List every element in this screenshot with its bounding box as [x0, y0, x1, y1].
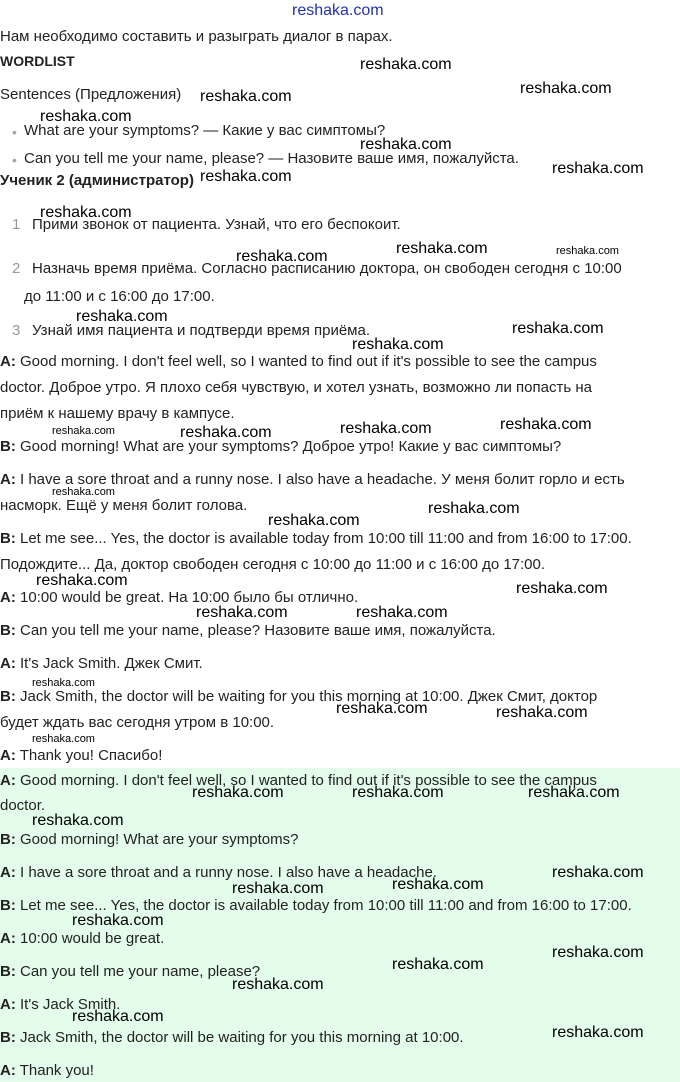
watermark: reshaka.com — [552, 160, 644, 177]
watermark: reshaka.com — [528, 784, 620, 801]
task-text: Узнай имя пациента и подтверди время приёма. — [32, 322, 370, 339]
watermark: reshaka.com — [396, 240, 488, 257]
watermark: reshaka.com — [356, 604, 448, 621]
watermark: reshaka.com — [76, 308, 168, 325]
dialog-line: doctor. Доброе утро. Я плохо себя чувствую, и хотел узнать, возможно ли попасть на — [0, 379, 592, 396]
dialog-line: doctor. — [0, 797, 46, 814]
watermark: reshaka.com — [52, 486, 115, 498]
dialog-line: Подождите... Да, доктор свободен сегодня с 10:00 до 11:00 и с 16:00 до 17:00. — [0, 556, 546, 573]
watermark: reshaka.com — [352, 336, 444, 353]
watermark: reshaka.com — [552, 944, 644, 961]
sentence-item: Can you tell me your name, please? — Назовите ваше имя, пожалуйста. — [24, 150, 519, 167]
watermark: reshaka.com — [72, 1008, 164, 1025]
task-number: 1 — [12, 216, 21, 233]
watermark: reshaka.com — [556, 245, 619, 257]
dialog-line: B: Can you tell me your name, please? — [0, 963, 261, 980]
dialog-line: A: 10:00 would be great. — [0, 930, 165, 947]
dialog-line: A: 10:00 would be great. На 10:00 было бы отлично. — [0, 589, 359, 606]
watermark: reshaka.com — [196, 604, 288, 621]
watermark: reshaka.com — [512, 320, 604, 337]
dialog-line: приём к нашему врачу в кампусе. — [0, 405, 235, 422]
task-number: 3 — [12, 322, 21, 339]
watermark: reshaka.com — [40, 204, 132, 221]
dialog-line: A: It's Jack Smith. — [0, 996, 121, 1013]
dialog-line: B: Let me see... Yes, the doctor is available today from 10:00 till 11:00 and from 16:00 to 17:00. — [0, 530, 632, 547]
task-text: до 11:00 и с 16:00 до 17:00. — [24, 288, 215, 305]
watermark: reshaka.com — [180, 424, 272, 441]
dialog-line: B: Good morning! What are your symptoms? — [0, 831, 299, 848]
watermark: reshaka.com — [200, 168, 292, 185]
watermark: reshaka.com — [392, 876, 484, 893]
watermark: reshaka.com — [516, 580, 608, 597]
dialog-line: A: Good morning. I don't feel well, so I wanted to find out if it's possible to see the campus — [0, 772, 597, 789]
watermark: reshaka.com — [192, 784, 284, 801]
watermark: reshaka.com — [32, 733, 95, 745]
watermark: reshaka.com — [52, 425, 115, 437]
watermark: reshaka.com — [268, 512, 360, 529]
watermark: reshaka.com — [392, 956, 484, 973]
watermark: reshaka.com — [200, 88, 292, 105]
student-heading: Ученик 2 (администратор) — [0, 172, 194, 189]
wordlist-heading: WORDLIST — [0, 53, 75, 69]
dialog-line: B: Can you tell me your name, please? Назовите ваше имя, пожалуйста. — [0, 622, 496, 639]
dialog-line: B: Jack Smith, the doctor will be waiting for you this morning at 10:00. — [0, 1029, 464, 1046]
dialog-line: A: I have a sore throat and a runny nose. I also have a headache. У меня болит горло и есть — [0, 471, 625, 488]
watermark: reshaka.com — [36, 572, 128, 589]
watermark: reshaka.com — [500, 416, 592, 433]
bullet-icon: • — [12, 152, 17, 168]
dialog-line: насморк. Ещё у меня болит голова. — [0, 497, 248, 514]
sentence-item: What are your symptoms? — Какие у вас симптомы? — [24, 122, 386, 139]
dialog-line: A: It's Jack Smith. Джек Смит. — [0, 655, 203, 672]
watermark: reshaka.com — [72, 912, 164, 929]
task-text: Назначь время приёма. Согласно расписанию доктора, он свободен сегодня с 10:00 — [32, 260, 622, 277]
watermark: reshaka.com — [40, 108, 132, 125]
watermark: reshaka.com — [552, 864, 644, 881]
dialog-line: B: Let me see... Yes, the doctor is available today from 10:00 till 11:00 and from 16:00 to 17:00. — [0, 897, 632, 914]
watermark: reshaka.com — [496, 704, 588, 721]
sentences-heading: Sentences (Предложения) — [0, 86, 182, 103]
watermark: reshaka.com — [428, 500, 520, 517]
watermark: reshaka.com — [340, 420, 432, 437]
watermark: reshaka.com — [32, 677, 95, 689]
watermark: reshaka.com — [32, 812, 124, 829]
watermark: reshaka.com — [292, 2, 384, 19]
dialog-line: B: Jack Smith, the doctor will be waiting for you this morning at 10:00. Джек Смит, доктор — [0, 688, 598, 705]
watermark: reshaka.com — [336, 700, 428, 717]
task-text: Прими звонок от пациента. Узнай, что его беспокоит. — [32, 216, 401, 233]
bullet-icon: • — [12, 124, 17, 140]
dialog-line: A: I have a sore throat and a runny nose. I also have a headache. — [0, 864, 437, 881]
dialog-line: A: Thank you! — [0, 1062, 94, 1079]
dialog-line: A: Good morning. I don't feel well, so I wanted to find out if it's possible to see the campus — [0, 353, 597, 370]
dialog-line: B: Good morning! What are your symptoms? Доброе утро! Какие у вас симптомы? — [0, 438, 562, 455]
watermark: reshaka.com — [360, 136, 452, 153]
watermark: reshaka.com — [352, 784, 444, 801]
watermark: reshaka.com — [520, 80, 612, 97]
intro-text: Нам необходимо составить и разыграть диалог в парах. — [0, 28, 393, 45]
watermark: reshaka.com — [360, 56, 452, 73]
watermark: reshaka.com — [232, 976, 324, 993]
dialog-line: будет ждать вас сегодня утром в 10:00. — [0, 714, 275, 731]
watermark: reshaka.com — [232, 880, 324, 897]
watermark: reshaka.com — [552, 1024, 644, 1041]
watermark: reshaka.com — [236, 248, 328, 265]
task-number: 2 — [12, 260, 21, 277]
dialog-line: A: Thank you! Спасибо! — [0, 747, 163, 764]
